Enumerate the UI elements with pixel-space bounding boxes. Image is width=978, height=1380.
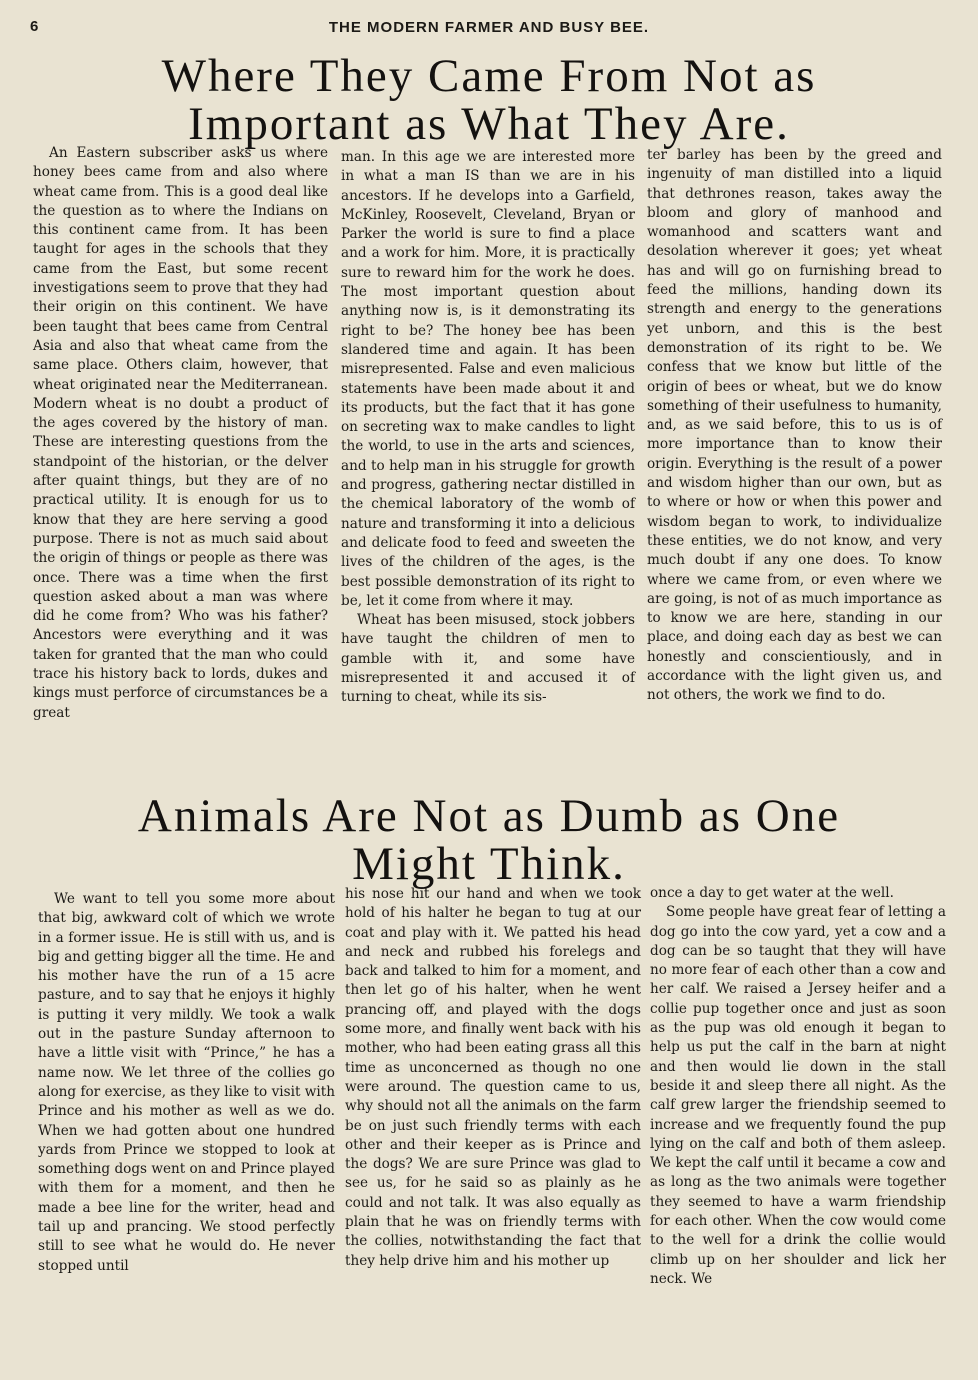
article2-headline-line2: Might Think.	[352, 838, 626, 890]
publication-title: THE MODERN FARMER AND BUSY BEE.	[328, 19, 650, 36]
article1-column-1	[33, 144, 328, 723]
page-number: 6	[30, 18, 39, 35]
article2-col3-paragraph-1: once a day to get water at the well.	[650, 885, 894, 901]
article2-headline-line1: Animals Are Not as Dumb as One	[137, 790, 841, 842]
article2-col3-paragraph-2: Some people have great fear of letting a dog go into the cow yard, yet a cow and a dog can be so taught that they will have no more fear of each other than a cow and her calf. We raised a Jersey heifer and a collie pup together once and just as soon as the pup was old enough it began to help us put the calf in the barn at night and then would lie down in the stall beside it and sleep there all night. As the calf grew larger the friendship seemed to increase and we frequently found the pup lying on the calf and both of them asleep. We kept the calf until it became a cow and as long as the two animals were together they seemed to have a warm friendship for each other. When the cow would come to the well for a drink the collie would climb up on her shoulder and lick her neck. We	[650, 904, 946, 1287]
article2-column-3	[650, 884, 946, 1289]
article2-column-1	[38, 890, 335, 1276]
article1-column-2	[341, 148, 635, 708]
article2-col1-paragraph-1: We want to tell you some more about that big, awkward colt of which we wrote in a former issue. He is still with us, and is big and getting bigger all the time. He and his mother have the run of a 15 acre pasture, and to say that he enjoys it highly is putting it very mildly. We took a walk out in the pasture Sunday afternoon to have a little visit with “Prince,” he has a name now. We let three of the collies go along for exercise, as they like to visit with Prince and his mother as well as we do. When we had gotten about one hundred yards from Prince we stopped to look at something dogs went on and Prince played with them for a moment, and then he made a bee line for the writer, head and tail up and prancing. We stood perfectly still to see what he would do. He never stopped until	[38, 891, 335, 1274]
article1-col3-paragraph-1: ter barley has been by the greed and ingenuity of man distilled into a liquid that dethrones reason, takes away the bloom and glory of manhood and womanhood and scatters want and desolation wherever it goes; yet wheat has and will go on furnishing bread to feed the millions, handing down its strength and energy to the generations yet unborn, and this is the best demonstration of its right to be. We confess that we know but little of the origin of bees or wheat, but we do know something of their usefulness to humanity, and, as we said before, this to us is of more importance than to know their origin. Everything is the result of a power and wisdom higher than our own, but as to where or how or when this power and wisdom began to work, to individualize these entities, we do not know, and very much doubt if any one does. To know where we came from, or even where we are going, is not of as much importance as to know we are here, standing in our place, and doing each day as best we can honestly and conscientiously, and in accordance with the light given us, and not others, the work we find to do.	[647, 147, 942, 704]
article1-headline-line1: Where They Came From Not as	[161, 50, 817, 102]
article1-col2-paragraph-2: Wheat has been misused, stock jobbers have taught the children of men to gamble with it, and some have misrepresented it and accused it of turning to cheat, while its sis-	[341, 612, 635, 706]
article1-col2-paragraph-1: man. In this age we are interested more in what a man IS than we are in his ancestors. If he develops into a Garfield, McKinley, Roosevelt, Cleveland, Bryan or Parker the world is sure to find a place and a work for him. More, it is practically sure to reward him for the work he does. The most important question about anything now is, is it demonstrating its right to be? The honey bee has been slandered time and again. It has been misrepresented. False and even malicious statements have been made about it and its products, but the fact that it has gone on secreting wax to make candles to light the world, to use in the arts and sciences, and to help man in his struggle for growth and progress, gathering nectar distilled in the chemical laboratory of the womb of nature and transforming it into a delicious and delicate food to feed and sweeten the lives of the children of the ages, is the best possible demonstration of its right to be, let it come from where it may.	[341, 149, 635, 609]
article2-col2-paragraph-1: his nose hit our hand and when we took hold of his halter he began to tug at our coat and play with it. We patted his head and neck and rubbed his forelegs and back and talked to him for a moment, and then let go of his halter, when he went prancing off, and played with the dogs some more, and finally went back with his mother, who had been eating grass all this time as unconcerned as though no one were around. The question came to us, why should not all the animals on the farm be on just such friendly terms with each other and their keeper as is Prince and the dogs? We are sure Prince was glad to see us, for he said so as plainly as he could and not talk. It was also equally as plain that he was on friendly terms with the collies, notwithstanding the fact that they help drive him and his mother up	[345, 886, 641, 1269]
article1-col1-paragraph-1: An Eastern subscriber asks us where honey bees came from and also where wheat came from. This is a good deal like the question as to where the Indians on this continent came from. It has been taught for ages in the schools that they came from the East, but some recent investigations seem to prove that they had their origin on this continent. We have been taught that bees came from Central Asia and also that wheat came from the same place. Others claim, however, that wheat originated near the Mediterranean. Modern wheat is no doubt a product of the ages covered by the history of man. These are interesting questions from the standpoint of the historian, or the delver after quaint things, but they are of no practical utility. It is enough for us to know that they are here serving a good purpose. There is not as much said about the origin of things or people as there was once. There was a time when the first question asked about a man was where did he come from? Who was his father? Ancestors were everything and it was taken for granted that the man who could trace his history back to lords, dukes and kings must perforce of circumstances be a great	[33, 145, 328, 721]
article2-headline	[20, 792, 958, 888]
article1-headline-line2: Important as What They Are.	[188, 98, 790, 150]
running-head	[30, 18, 948, 40]
article2-column-2	[345, 885, 641, 1271]
article1-column-3	[647, 146, 942, 706]
article1-headline	[20, 52, 958, 148]
